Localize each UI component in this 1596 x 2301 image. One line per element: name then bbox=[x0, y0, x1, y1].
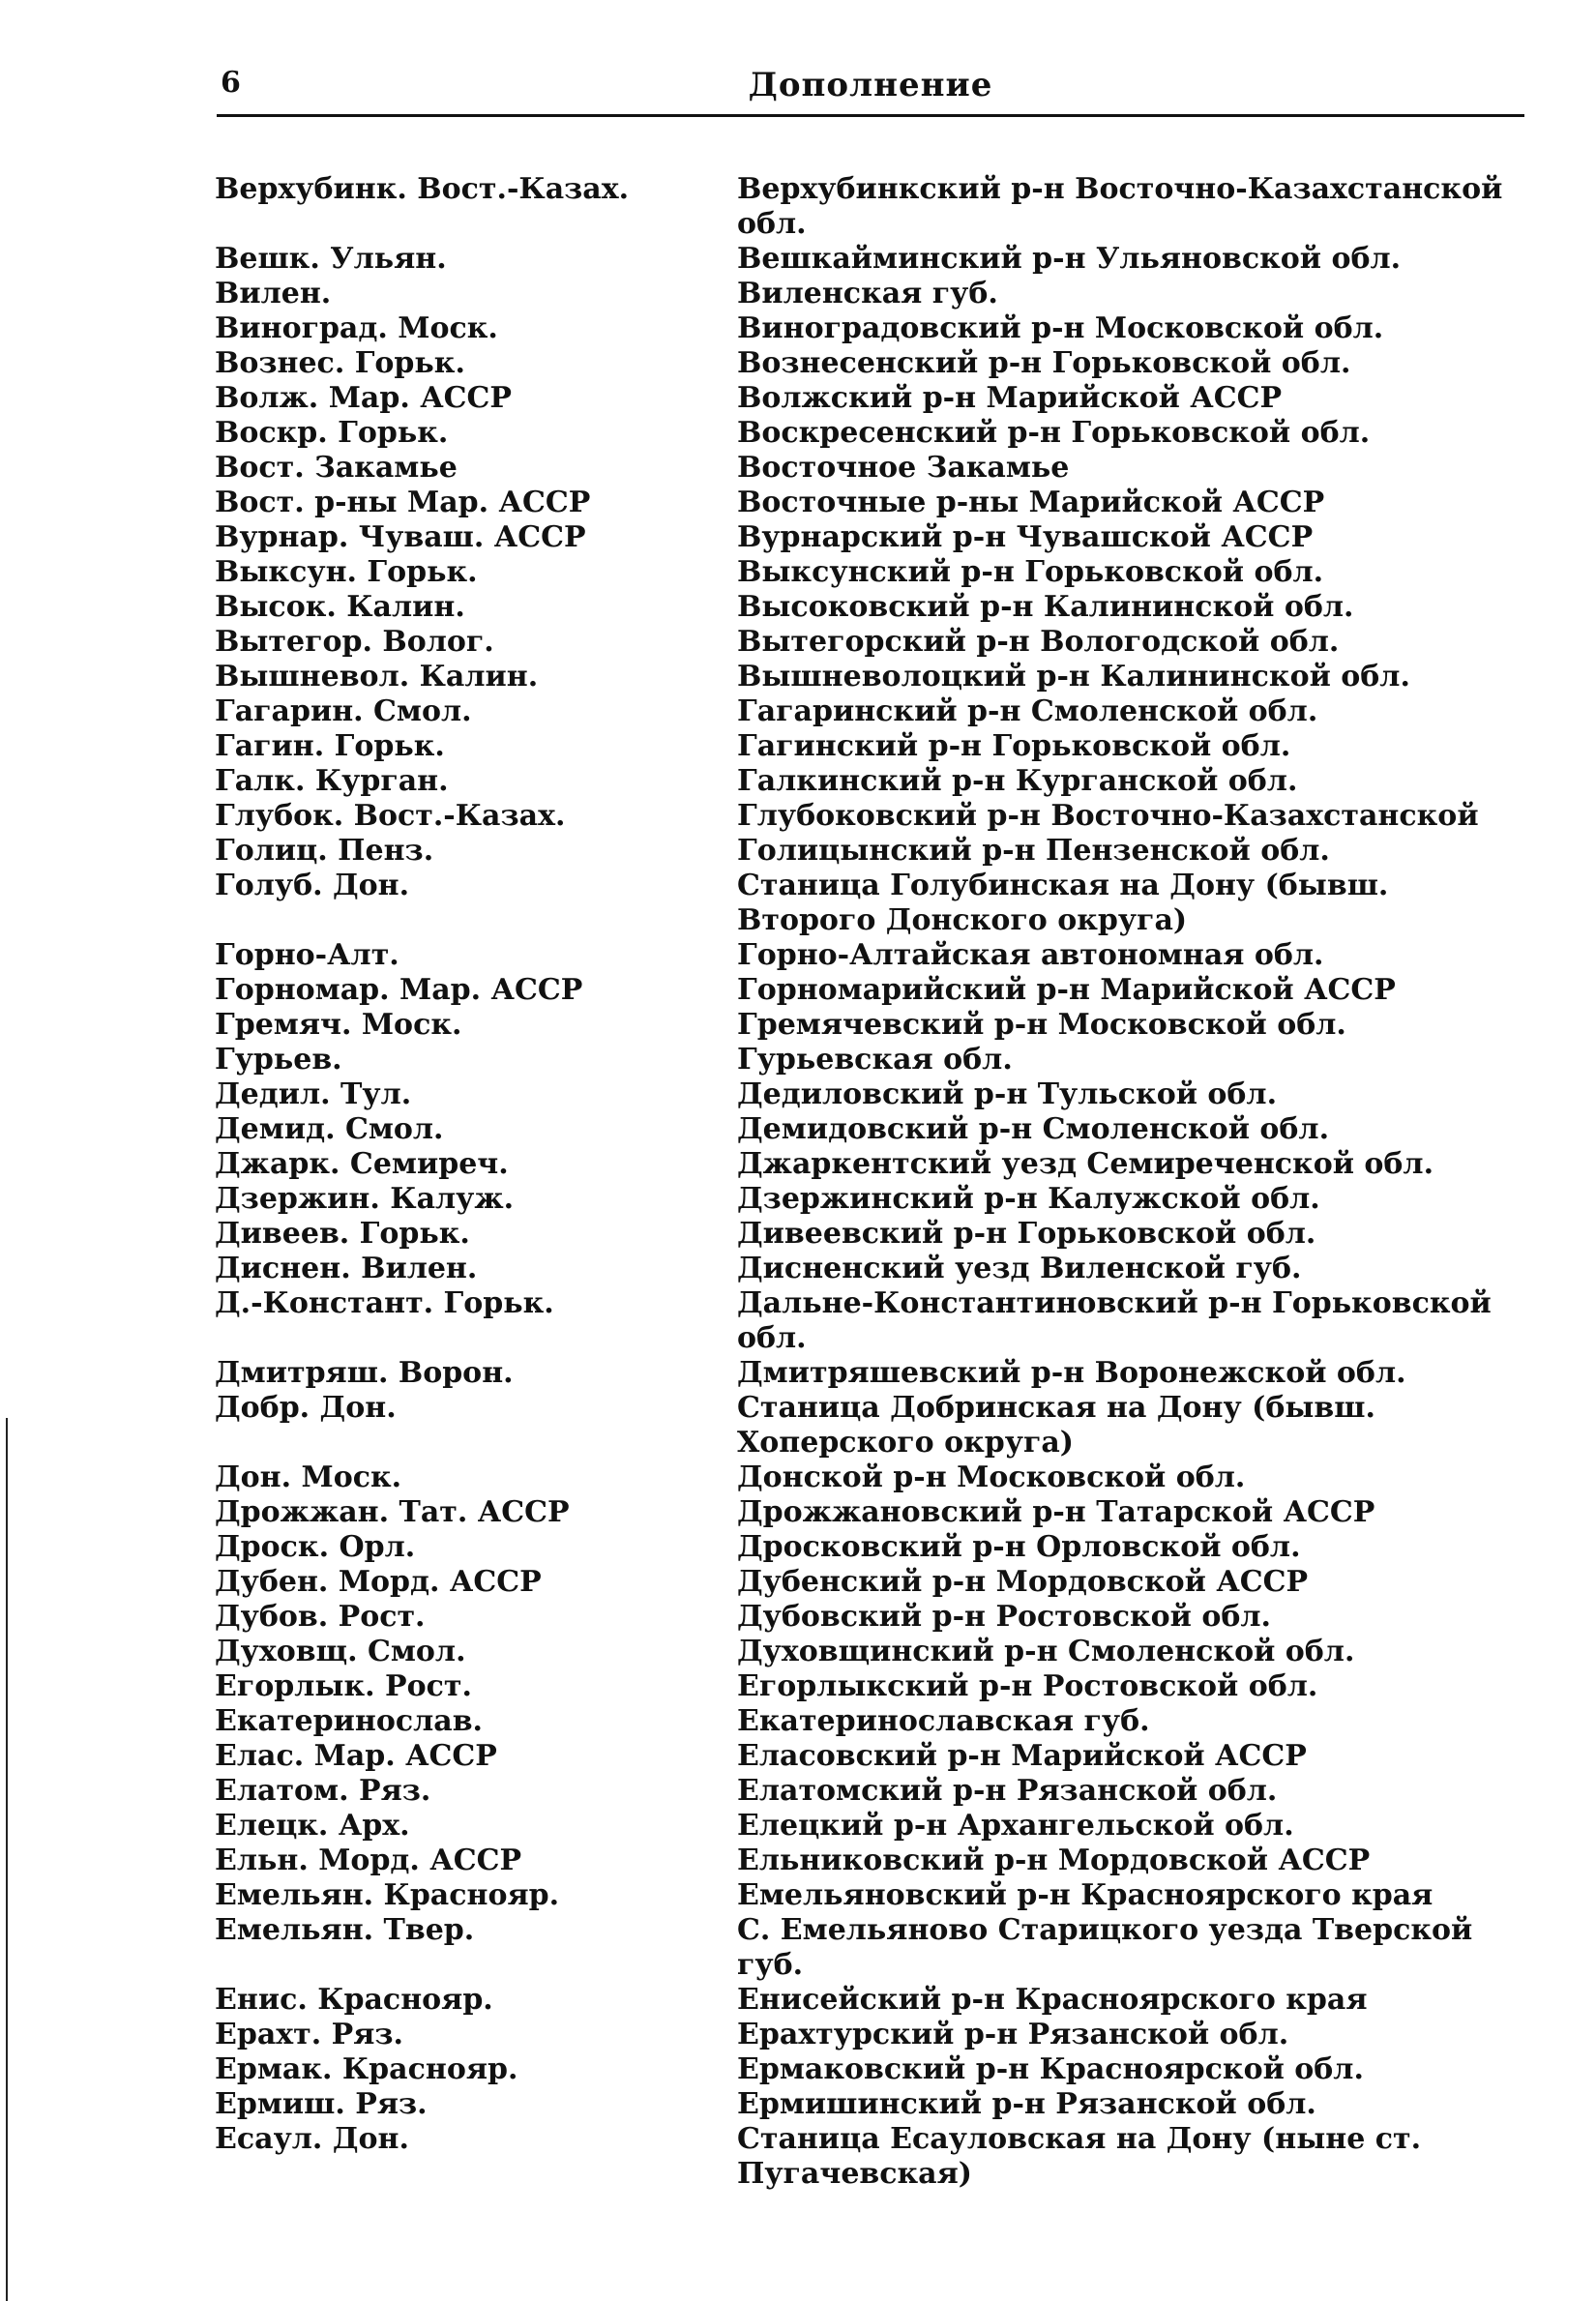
entry-abbreviation: Гремяч. Моск. bbox=[215, 1008, 462, 1042]
entry-abbreviation: Волж. Мар. АССР bbox=[215, 381, 512, 415]
entry-abbreviation: Есаул. Дон. bbox=[215, 2122, 409, 2156]
entry-full-name: Дмитряшевский р-н Воронежской обл. bbox=[737, 1356, 1406, 1390]
entry-full-name: Станица Добринская на Дону (бывш. Хоперского округа) bbox=[737, 1391, 1375, 1460]
entry-abbreviation: Емельян. Твер. bbox=[215, 1913, 475, 1947]
list-item bbox=[215, 311, 1530, 346]
list-item bbox=[215, 1217, 1530, 1252]
list-item bbox=[215, 2122, 1530, 2192]
entry-full-name: Вытегорский р-н Вологодской обл. bbox=[737, 625, 1340, 659]
entry-abbreviation: Ермак. Краснояр. bbox=[215, 2052, 518, 2086]
entry-full-name: Енисейский р-н Красноярского края bbox=[737, 1983, 1368, 2017]
entry-abbreviation: Екатеринослав. bbox=[215, 1704, 483, 1738]
entry-full-name: Виленская губ. bbox=[737, 277, 998, 310]
entry-full-name: Егорлыкский р-н Ростовской обл. bbox=[737, 1669, 1318, 1703]
entry-full-name: Глубоковский р-н Восточно-Казахстанской bbox=[737, 799, 1479, 833]
entry-full-name: Ермишинский р-н Рязанской обл. bbox=[737, 2087, 1316, 2121]
entry-full-name: Горно-Алтайская автономная обл. bbox=[737, 938, 1324, 972]
list-item bbox=[215, 1913, 1530, 1983]
list-item bbox=[215, 2052, 1530, 2087]
entry-full-name: Вышневолоцкий р-н Калининской обл. bbox=[737, 660, 1410, 693]
entry-abbreviation: Джарк. Семиреч. bbox=[215, 1147, 509, 1181]
entry-abbreviation: Ерахт. Ряз. bbox=[215, 2018, 403, 2051]
entry-full-name: Ерахтурский р-н Рязанской обл. bbox=[737, 2018, 1289, 2051]
list-item bbox=[215, 729, 1530, 764]
entry-abbreviation: Вознес. Горьк. bbox=[215, 346, 465, 380]
list-item bbox=[215, 1077, 1530, 1112]
entry-abbreviation: Гурьев. bbox=[215, 1043, 342, 1077]
entry-abbreviation: Выксун. Горьк. bbox=[215, 555, 478, 589]
entry-full-name: Восточное Закамье bbox=[737, 451, 1070, 485]
list-item bbox=[215, 1495, 1530, 1530]
list-item bbox=[215, 1878, 1530, 1913]
entry-abbreviation: Дон. Моск. bbox=[215, 1460, 402, 1494]
list-item bbox=[215, 1669, 1530, 1704]
entry-abbreviation: Егорлык. Рост. bbox=[215, 1669, 472, 1703]
entry-full-name: Ельниковский р-н Мордовской АССР bbox=[737, 1844, 1371, 1877]
entry-full-name: Галкинский р-н Курганской обл. bbox=[737, 764, 1298, 798]
entry-abbreviation: Дедил. Тул. bbox=[215, 1077, 412, 1111]
entry-full-name: Елатомский р-н Рязанской обл. bbox=[737, 1774, 1278, 1808]
list-item bbox=[215, 590, 1530, 625]
entry-full-name: Вознесенский р-н Горьковской обл. bbox=[737, 346, 1351, 380]
entry-full-name: Высоковский р-н Калининской обл. bbox=[737, 590, 1354, 624]
entry-abbreviation: Горно-Алт. bbox=[215, 938, 399, 972]
list-item bbox=[215, 2087, 1530, 2122]
entry-full-name: Дубовский р-н Ростовской обл. bbox=[737, 1600, 1271, 1634]
list-item bbox=[215, 660, 1530, 694]
list-item bbox=[215, 869, 1530, 938]
entry-abbreviation: Воскр. Горьк. bbox=[215, 416, 449, 450]
entry-full-name: Гурьевская обл. bbox=[737, 1043, 1013, 1077]
entry-full-name: Станица Голубинская на Дону (бывш. Второго Донского округа) bbox=[737, 869, 1389, 937]
entry-abbreviation: Демид. Смол. bbox=[215, 1112, 444, 1146]
entry-full-name: Вурнарский р-н Чувашской АССР bbox=[737, 520, 1314, 554]
entry-abbreviation: Вост. Закамье bbox=[215, 451, 458, 485]
entry-full-name: Станица Есауловская на Дону (ныне ст. Пугачевская) bbox=[737, 2122, 1422, 2191]
entry-abbreviation: Вост. р-ны Мар. АССР bbox=[215, 486, 591, 519]
list-item bbox=[215, 346, 1530, 381]
entry-full-name: Гагинский р-н Горьковской обл. bbox=[737, 729, 1291, 763]
entry-full-name: Духовщинский р-н Смоленской обл. bbox=[737, 1635, 1355, 1668]
list-item bbox=[215, 1252, 1530, 1286]
entry-abbreviation: Дроск. Орл. bbox=[215, 1530, 416, 1564]
entry-full-name: Дальне-Константиновский р-н Горьковской обл. bbox=[737, 1286, 1492, 1355]
entry-full-name: Дрожжановский р-н Татарской АССР bbox=[737, 1495, 1375, 1529]
entry-full-name: Виноградовский р-н Московской обл. bbox=[737, 311, 1384, 345]
list-item bbox=[215, 694, 1530, 729]
entry-abbreviation: Виноград. Моск. bbox=[215, 311, 498, 345]
entry-full-name: Екатеринославская губ. bbox=[737, 1704, 1150, 1738]
entry-abbreviation: Диснен. Вилен. bbox=[215, 1252, 478, 1285]
entry-abbreviation: Енис. Краснояр. bbox=[215, 1983, 493, 2017]
entry-abbreviation: Вытегор. Волог. bbox=[215, 625, 494, 659]
entry-full-name: Дзержинский р-н Калужской обл. bbox=[737, 1182, 1320, 1216]
list-item bbox=[215, 1739, 1530, 1774]
list-item bbox=[215, 172, 1530, 242]
entry-abbreviation: Елатом. Ряз. bbox=[215, 1774, 431, 1808]
entry-full-name: Емельяновский р-н Красноярского края bbox=[737, 1878, 1433, 1912]
entry-abbreviation: Вышневол. Калин. bbox=[215, 660, 539, 693]
entry-abbreviation: Ермиш. Ряз. bbox=[215, 2087, 428, 2121]
entry-full-name: Выксунский р-н Горьковской обл. bbox=[737, 555, 1324, 589]
entry-abbreviation: Д.-Констант. Горьк. bbox=[215, 1286, 554, 1320]
list-item bbox=[215, 1600, 1530, 1635]
entry-abbreviation: Вурнар. Чуваш. АССР bbox=[215, 520, 586, 554]
entry-abbreviation: Дубен. Морд. АССР bbox=[215, 1565, 542, 1599]
page-title: Дополнение bbox=[748, 66, 993, 104]
list-item bbox=[215, 486, 1530, 520]
entry-full-name: Гремячевский р-н Московской обл. bbox=[737, 1008, 1346, 1042]
entry-abbreviation: Добр. Дон. bbox=[215, 1391, 397, 1425]
entry-full-name: Демидовский р-н Смоленской обл. bbox=[737, 1112, 1330, 1146]
entry-abbreviation: Гагарин. Смол. bbox=[215, 694, 472, 728]
entry-abbreviation: Духовщ. Смол. bbox=[215, 1635, 466, 1668]
list-item bbox=[215, 1286, 1530, 1356]
entry-full-name: Восточные р-ны Марийской АССР bbox=[737, 486, 1325, 519]
entry-full-name: Волжский р-н Марийской АССР bbox=[737, 381, 1283, 415]
list-item bbox=[215, 973, 1530, 1008]
list-item bbox=[215, 520, 1530, 555]
entry-abbreviation: Дзержин. Калуж. bbox=[215, 1182, 515, 1216]
list-item bbox=[215, 1008, 1530, 1043]
entry-abbreviation: Галк. Курган. bbox=[215, 764, 449, 798]
entry-full-name: Джаркентский уезд Семиреченской обл. bbox=[737, 1147, 1434, 1181]
entry-full-name: Донской р-н Московской обл. bbox=[737, 1460, 1246, 1494]
list-item bbox=[215, 1460, 1530, 1495]
entry-abbreviation: Вилен. bbox=[215, 277, 332, 310]
scan-margin-line bbox=[6, 1418, 8, 2301]
entry-full-name: С. Емельяново Старицкого уезда Тверской губ. bbox=[737, 1913, 1473, 1982]
entry-abbreviation: Горномар. Мар. АССР bbox=[215, 973, 583, 1007]
list-item bbox=[215, 1530, 1530, 1565]
list-item bbox=[215, 242, 1530, 277]
entry-abbreviation: Дивеев. Горьк. bbox=[215, 1217, 470, 1251]
entry-full-name: Вешкайминский р-н Ульяновской обл. bbox=[737, 242, 1402, 276]
entry-full-name: Еласовский р-н Марийской АССР bbox=[737, 1739, 1307, 1773]
entry-abbreviation: Дубов. Рост. bbox=[215, 1600, 426, 1634]
entry-abbreviation: Голуб. Дон. bbox=[215, 869, 410, 902]
list-item bbox=[215, 1391, 1530, 1460]
abbreviation-list bbox=[215, 172, 1530, 2192]
list-item bbox=[215, 1844, 1530, 1878]
list-item bbox=[215, 1635, 1530, 1669]
list-item bbox=[215, 1704, 1530, 1739]
list-item bbox=[215, 1356, 1530, 1391]
entry-abbreviation: Елецк. Арх. bbox=[215, 1809, 410, 1843]
list-item bbox=[215, 1112, 1530, 1147]
list-item bbox=[215, 381, 1530, 416]
entry-abbreviation: Дрожжан. Тат. АССР bbox=[215, 1495, 570, 1529]
list-item bbox=[215, 1774, 1530, 1809]
entry-full-name: Елецкий р-н Архангельской обл. bbox=[737, 1809, 1294, 1843]
list-item bbox=[215, 1809, 1530, 1844]
entry-full-name: Дедиловский р-н Тульской обл. bbox=[737, 1077, 1278, 1111]
list-item bbox=[215, 1983, 1530, 2018]
entry-abbreviation: Глубок. Вост.-Казах. bbox=[215, 799, 566, 833]
entry-abbreviation: Емельян. Краснояр. bbox=[215, 1878, 560, 1912]
entry-full-name: Голицынский р-н Пензенской обл. bbox=[737, 834, 1330, 868]
entry-full-name: Дивеевский р-н Горьковской обл. bbox=[737, 1217, 1316, 1251]
list-item bbox=[215, 625, 1530, 660]
entry-abbreviation: Вешк. Ульян. bbox=[215, 242, 447, 276]
entry-abbreviation: Ельн. Морд. АССР bbox=[215, 1844, 522, 1877]
list-item bbox=[215, 416, 1530, 451]
header-rule bbox=[217, 114, 1524, 117]
list-item bbox=[215, 1147, 1530, 1182]
list-item bbox=[215, 1043, 1530, 1077]
list-item bbox=[215, 1565, 1530, 1600]
list-item bbox=[215, 2018, 1530, 2052]
entry-full-name: Горномарийский р-н Марийской АССР bbox=[737, 973, 1396, 1007]
list-item bbox=[215, 938, 1530, 973]
entry-full-name: Верхубинкский р-н Восточно-Казахстанской обл. bbox=[737, 172, 1503, 241]
list-item bbox=[215, 277, 1530, 311]
list-item bbox=[215, 1182, 1530, 1217]
entry-full-name: Воскресенский р-н Горьковской обл. bbox=[737, 416, 1371, 450]
entry-full-name: Дросковский р-н Орловской обл. bbox=[737, 1530, 1301, 1564]
page-header bbox=[217, 60, 1524, 118]
entry-full-name: Гагаринский р-н Смоленской обл. bbox=[737, 694, 1318, 728]
entry-abbreviation: Верхубинк. Вост.-Казах. bbox=[215, 172, 630, 206]
entry-full-name: Ермаковский р-н Красноярской обл. bbox=[737, 2052, 1364, 2086]
entry-abbreviation: Голиц. Пенз. bbox=[215, 834, 434, 868]
entry-full-name: Дисненский уезд Виленской губ. bbox=[737, 1252, 1302, 1285]
list-item bbox=[215, 834, 1530, 869]
entry-abbreviation: Высок. Калин. bbox=[215, 590, 465, 624]
list-item bbox=[215, 451, 1530, 486]
entry-abbreviation: Дмитряш. Ворон. bbox=[215, 1356, 514, 1390]
page-number: 6 bbox=[221, 66, 241, 100]
list-item bbox=[215, 764, 1530, 799]
entry-abbreviation: Гагин. Горьк. bbox=[215, 729, 445, 763]
list-item bbox=[215, 555, 1530, 590]
list-item bbox=[215, 799, 1530, 834]
entry-full-name: Дубенский р-н Мордовской АССР bbox=[737, 1565, 1309, 1599]
entry-abbreviation: Елас. Мар. АССР bbox=[215, 1739, 497, 1773]
